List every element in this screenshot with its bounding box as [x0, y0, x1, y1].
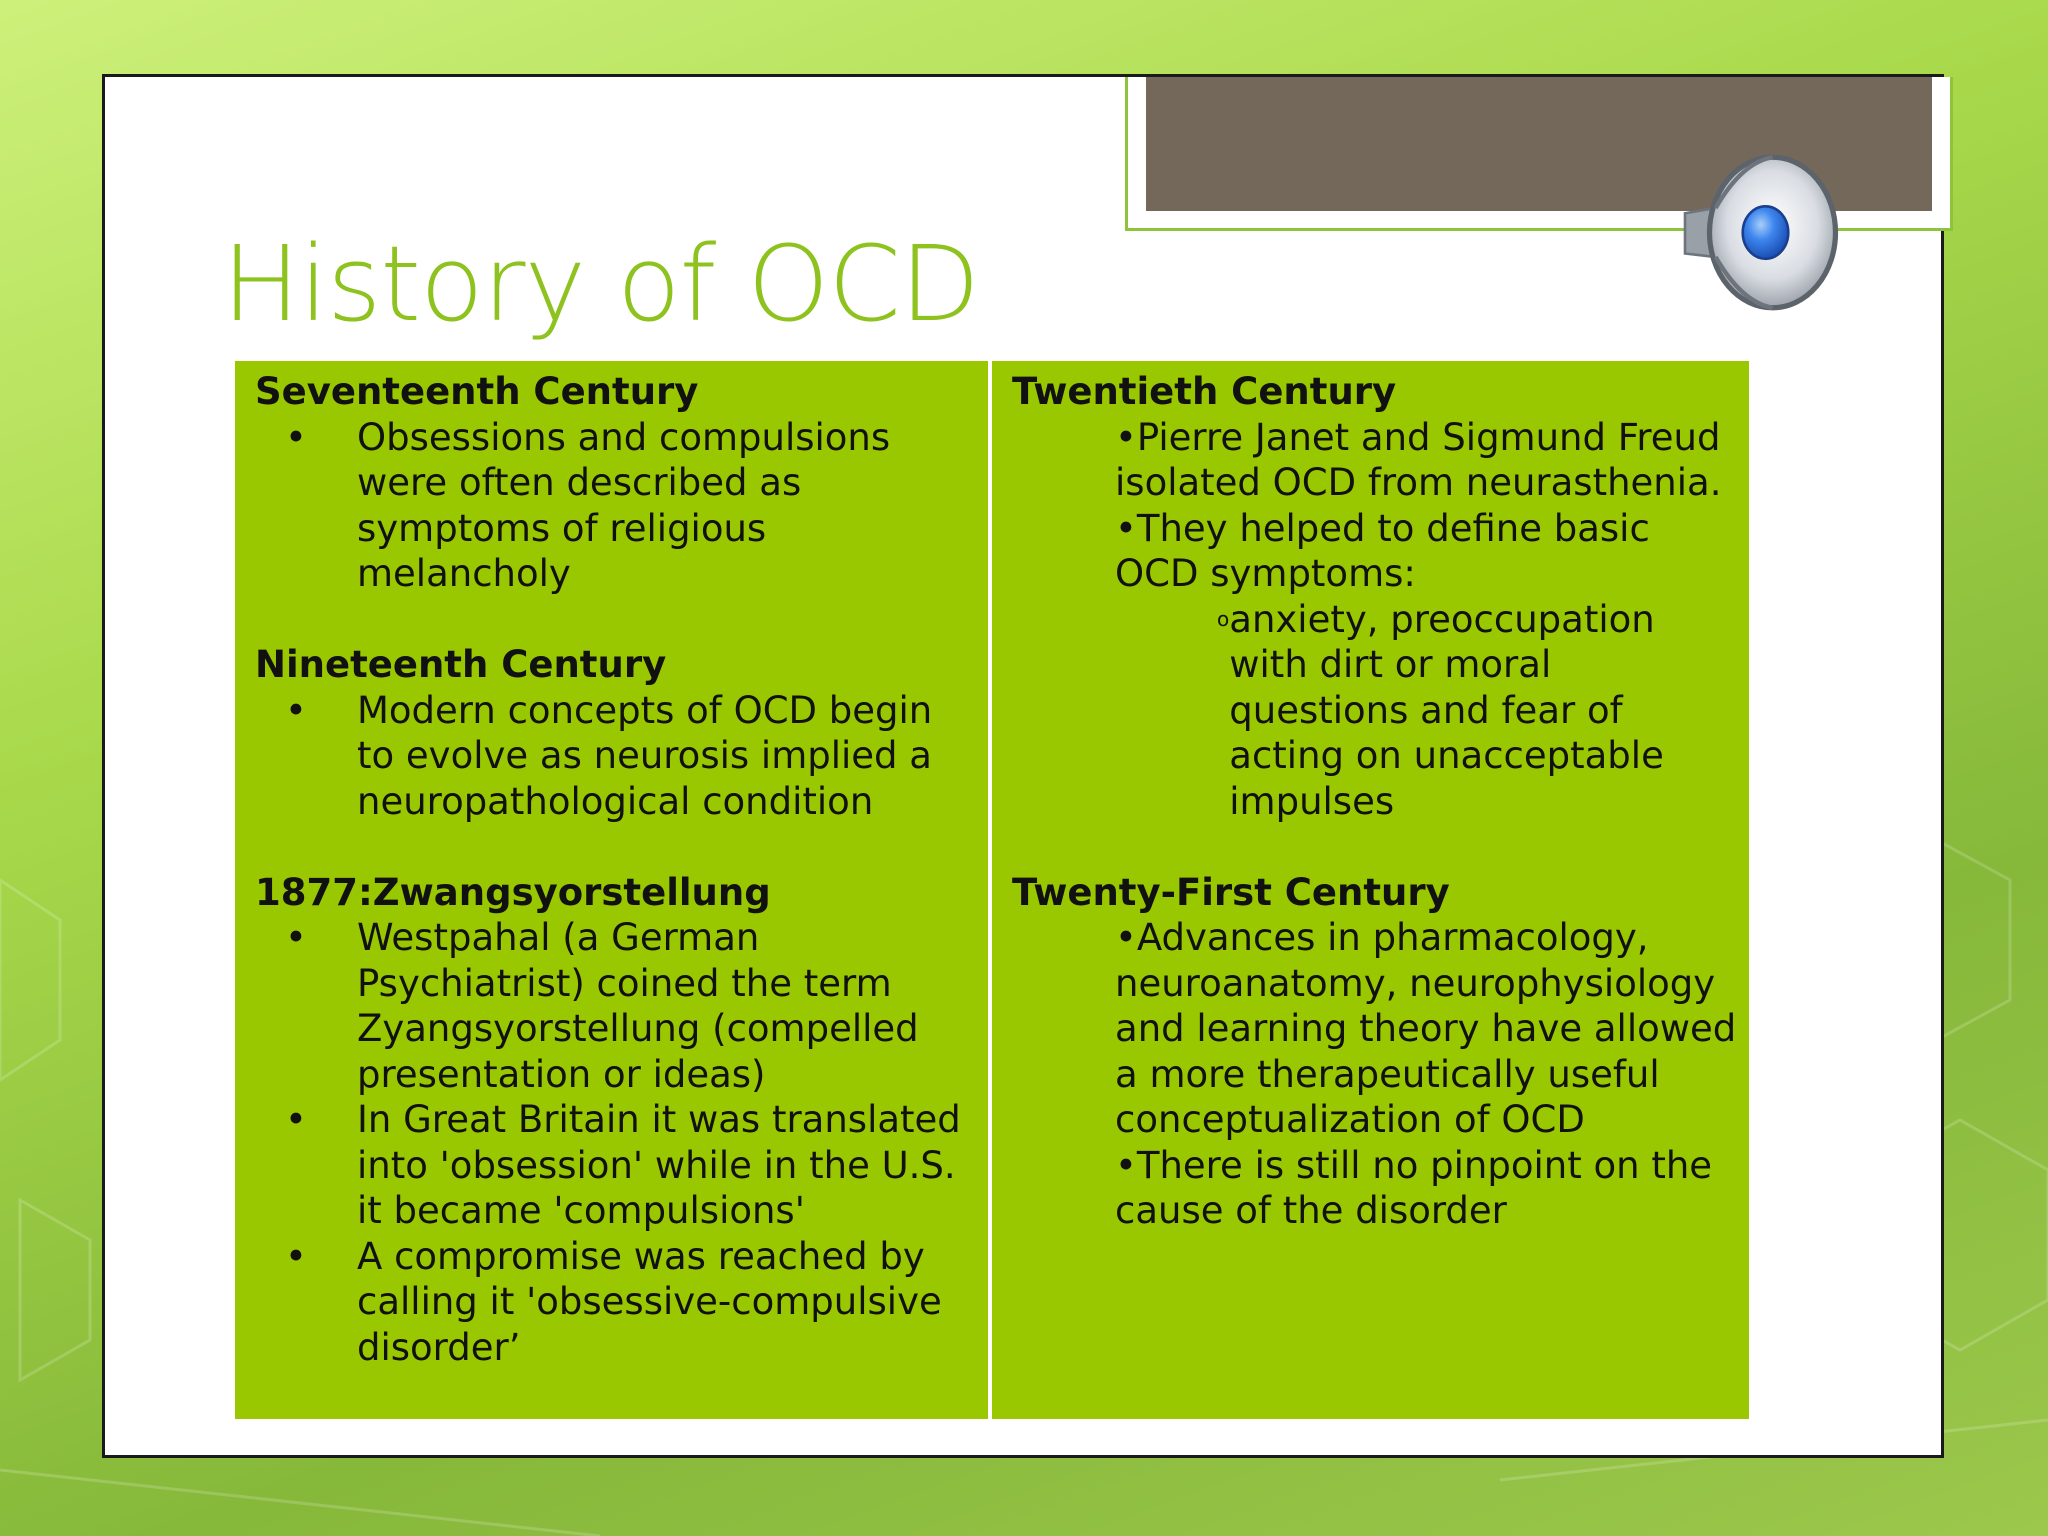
section-heading-nineteenth: Nineteenth Century: [255, 643, 667, 686]
spacer: [255, 597, 978, 643]
slide-title: History of OCD: [222, 223, 979, 345]
section-heading-twenty-first: Twenty-First Century: [1012, 870, 1450, 914]
sub-item-text: anxiety, preoccupation with dirt or moral questions and fear of acting on unacceptable impulses: [1229, 597, 1664, 823]
bullet-text: In Great Britain it was translated into 'obsession' while in the U.S. it became 'compulsions': [357, 1098, 961, 1232]
list-item: •There is still no pinpoint on the cause of the disorder: [1115, 1143, 1713, 1232]
bullet-glyph: •: [285, 916, 307, 959]
bullet-glyph: •: [285, 415, 307, 459]
history-table: [235, 361, 1749, 1419]
spacer: [1012, 824, 1739, 870]
sub-list-item: [1012, 597, 1739, 825]
bullet-glyph: •: [285, 688, 307, 732]
list-item: [255, 688, 978, 825]
left-column: [235, 361, 988, 1419]
spacer: [255, 824, 978, 870]
bullet-text: Westpahal (a German Psychiatrist) coined the term Zyangsyorstellung (compelled presentation or ideas): [357, 916, 919, 1096]
bullet-glyph: •: [285, 1234, 307, 1278]
speaker-volume-icon[interactable]: [1660, 145, 1850, 320]
bullet-text: Obsessions and compulsions were often described as symptoms of religious melancholy: [357, 415, 891, 595]
list-item: [255, 415, 978, 597]
section-heading-1877: 1877:Zwangsyorstellung: [255, 870, 771, 914]
sub-bullet-glyph: o: [1217, 606, 1230, 631]
list-item: [255, 915, 978, 1097]
bullet-text: A compromise was reached by calling it 'obsessive-compulsive disorder’: [357, 1234, 942, 1369]
list-item: •Advances in pharmacology, neuroanatomy, neurophysiology and learning theory have allowed a more therapeutically useful conceptualization of OCD: [1115, 916, 1737, 1141]
section-heading-twentieth: Twentieth Century: [1012, 370, 1397, 413]
list-item: •Pierre Janet and Sigmund Freud isolated OCD from neurasthenia.: [1115, 415, 1722, 504]
bullet-text: Modern concepts of OCD begin to evolve as neurosis implied a neuropathological condition: [357, 688, 933, 823]
bullet-glyph: •: [285, 1098, 307, 1141]
right-column: [992, 361, 1749, 1419]
list-item: [255, 1097, 978, 1234]
section-heading-seventeenth: Seventeenth Century: [255, 370, 699, 413]
list-item: •They helped to define basic OCD symptoms:: [1115, 506, 1650, 595]
list-item: [255, 1234, 978, 1371]
